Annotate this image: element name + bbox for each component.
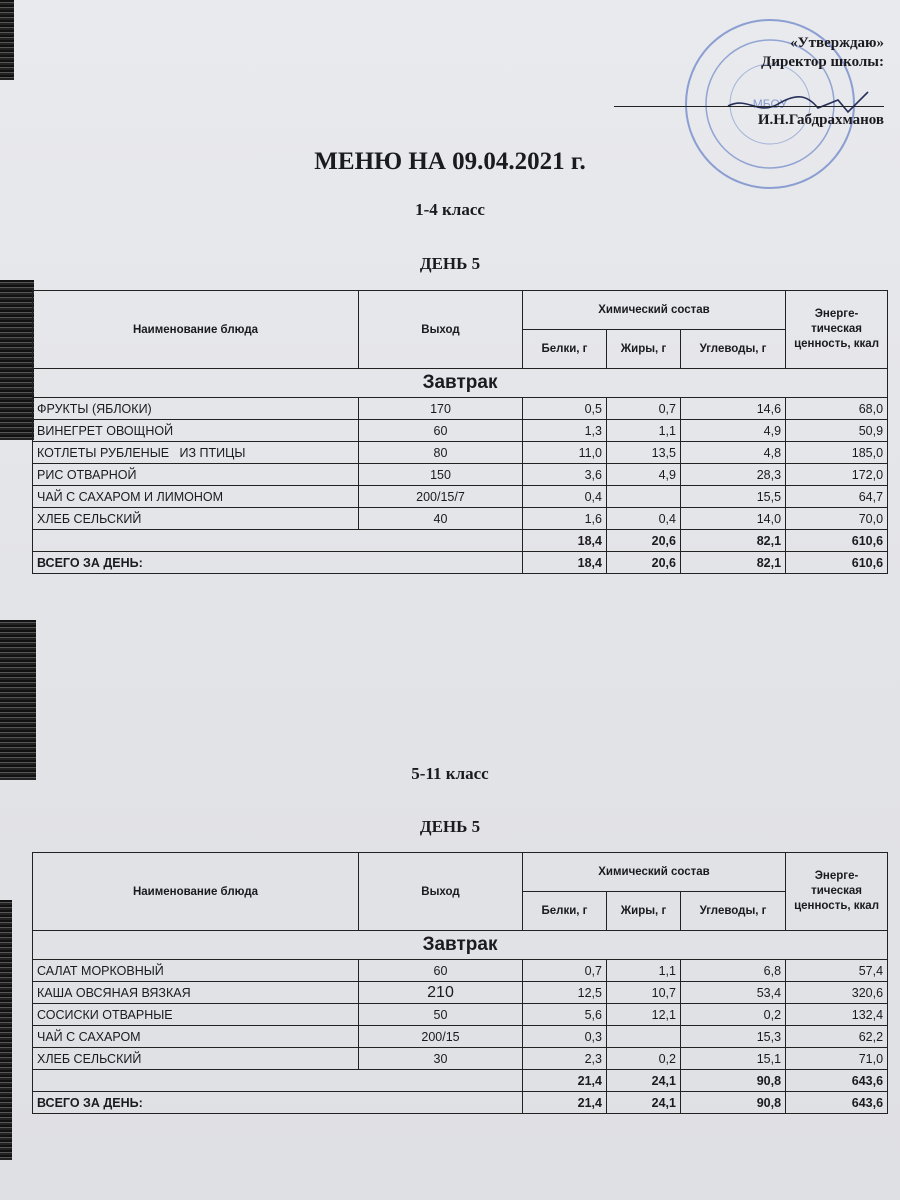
table-row [33, 442, 888, 464]
header-name: Наименование блюда [33, 853, 359, 931]
dish-fat: 12,1 [607, 1004, 681, 1026]
meal-label: Завтрак [33, 369, 888, 398]
dish-fat: 13,5 [607, 442, 681, 464]
dish-name: САЛАТ МОРКОВНЫЙ [33, 960, 359, 982]
dish-output: 200/15/7 [359, 486, 523, 508]
dish-protein: 0,7 [523, 960, 607, 982]
dish-fat [607, 1026, 681, 1048]
dish-output: 80 [359, 442, 523, 464]
dish-protein: 1,3 [523, 420, 607, 442]
dish-energy: 50,9 [786, 420, 888, 442]
table-row [33, 960, 888, 982]
subtotal-blank [33, 530, 523, 552]
header-name: Наименование блюда [33, 291, 359, 369]
subtotal-protein: 21,4 [523, 1070, 607, 1092]
dish-protein: 3,6 [523, 464, 607, 486]
scan-edge-artifact [0, 0, 14, 80]
dish-carbs: 15,1 [681, 1048, 786, 1070]
menu-table [32, 852, 888, 1114]
dish-name: КОТЛЕТЫ РУБЛЕНЫЕ ИЗ ПТИЦЫ [33, 442, 359, 464]
header-energy: Энерге-тическая ценность, ккал [786, 853, 888, 931]
table-row [33, 1048, 888, 1070]
dish-energy: 132,4 [786, 1004, 888, 1026]
dish-name: ЧАЙ С САХАРОМ И ЛИМОНОМ [33, 486, 359, 508]
dish-energy: 172,0 [786, 464, 888, 486]
dish-energy: 320,6 [786, 982, 888, 1004]
table-row [33, 398, 888, 420]
dish-energy: 185,0 [786, 442, 888, 464]
dish-carbs: 4,9 [681, 420, 786, 442]
subtotal-row [33, 530, 888, 552]
total-energy: 610,6 [786, 552, 888, 574]
table-row [33, 464, 888, 486]
subtotal-carbs: 90,8 [681, 1070, 786, 1092]
header-chem: Химический состав [523, 291, 786, 330]
dish-energy: 70,0 [786, 508, 888, 530]
dish-protein: 2,3 [523, 1048, 607, 1070]
dish-fat: 4,9 [607, 464, 681, 486]
total-row [33, 552, 888, 574]
dish-fat: 0,2 [607, 1048, 681, 1070]
header-protein: Белки, г [523, 892, 607, 931]
dish-fat: 10,7 [607, 982, 681, 1004]
table-row [33, 1026, 888, 1048]
total-carbs: 90,8 [681, 1092, 786, 1114]
subtotal-fat: 24,1 [607, 1070, 681, 1092]
subtotal-energy: 643,6 [786, 1070, 888, 1092]
total-protein: 18,4 [523, 552, 607, 574]
dish-fat: 1,1 [607, 420, 681, 442]
total-fat: 20,6 [607, 552, 681, 574]
dish-output: 200/15 [359, 1026, 523, 1048]
dish-output: 170 [359, 398, 523, 420]
total-fat: 24,1 [607, 1092, 681, 1114]
dish-output: 60 [359, 960, 523, 982]
dish-energy: 62,2 [786, 1026, 888, 1048]
dish-carbs: 53,4 [681, 982, 786, 1004]
header-output: Выход [359, 853, 523, 931]
dish-fat [607, 486, 681, 508]
dish-output: 210 [359, 982, 523, 1004]
day-label: ДЕНЬ 5 [419, 817, 481, 836]
total-protein: 21,4 [523, 1092, 607, 1114]
grade-label: 5-11 класс [411, 764, 489, 783]
dish-fat: 0,7 [607, 398, 681, 420]
director-name: И.Н.Габдрахманов [757, 112, 884, 128]
total-carbs: 82,1 [681, 552, 786, 574]
dish-output: 50 [359, 1004, 523, 1026]
scan-edge-artifact [0, 280, 34, 440]
scan-edge-artifact [0, 900, 12, 1160]
dish-carbs: 4,8 [681, 442, 786, 464]
subtotal-blank [33, 1070, 523, 1092]
dish-energy: 57,4 [786, 960, 888, 982]
header-carbs: Углеводы, г [681, 892, 786, 931]
subtotal-energy: 610,6 [786, 530, 888, 552]
header-protein: Белки, г [523, 330, 607, 369]
signature-line [614, 106, 884, 107]
meal-label: Завтрак [33, 931, 888, 960]
approval-position: Директор школы: [761, 54, 884, 70]
subtotal-fat: 20,6 [607, 530, 681, 552]
dish-carbs: 14,6 [681, 398, 786, 420]
dish-name: ХЛЕБ СЕЛЬСКИЙ [33, 1048, 359, 1070]
header-fat: Жиры, г [607, 330, 681, 369]
subtotal-protein: 18,4 [523, 530, 607, 552]
dish-name: ЧАЙ С САХАРОМ [33, 1026, 359, 1048]
dish-output: 60 [359, 420, 523, 442]
dish-output: 40 [359, 508, 523, 530]
dish-output: 30 [359, 1048, 523, 1070]
day-label: ДЕНЬ 5 [419, 254, 481, 273]
dish-protein: 0,4 [523, 486, 607, 508]
menu-table [32, 290, 888, 574]
dish-carbs: 15,5 [681, 486, 786, 508]
header-carbs: Углеводы, г [681, 330, 786, 369]
dish-fat: 1,1 [607, 960, 681, 982]
table-row [33, 420, 888, 442]
seal-text: МБОУ [752, 97, 788, 111]
dish-name: ВИНЕГРЕТ ОВОЩНОЙ [33, 420, 359, 442]
grade-label: 1-4 класс [415, 200, 485, 219]
dish-protein: 1,6 [523, 508, 607, 530]
dish-name: ФРУКТЫ (ЯБЛОКИ) [33, 398, 359, 420]
dish-carbs: 14,0 [681, 508, 786, 530]
header-fat: Жиры, г [607, 892, 681, 931]
dish-energy: 64,7 [786, 486, 888, 508]
table-row [33, 486, 888, 508]
table-row [33, 1004, 888, 1026]
dish-protein: 5,6 [523, 1004, 607, 1026]
table-row [33, 982, 888, 1004]
scan-edge-artifact [0, 620, 36, 780]
dish-carbs: 6,8 [681, 960, 786, 982]
dish-carbs: 0,2 [681, 1004, 786, 1026]
table-row [33, 508, 888, 530]
header-output: Выход [359, 291, 523, 369]
dish-name: РИС ОТВАРНОЙ [33, 464, 359, 486]
subtotal-carbs: 82,1 [681, 530, 786, 552]
dish-name: СОСИСКИ ОТВАРНЫЕ [33, 1004, 359, 1026]
header-chem: Химический состав [523, 853, 786, 892]
dish-protein: 0,5 [523, 398, 607, 420]
dish-output: 150 [359, 464, 523, 486]
menu-title: МЕНЮ НА 09.04.2021 г. [314, 148, 586, 175]
header-energy: Энерге-тическая ценность, ккал [786, 291, 888, 369]
subtotal-row [33, 1070, 888, 1092]
dish-protein: 0,3 [523, 1026, 607, 1048]
dish-carbs: 15,3 [681, 1026, 786, 1048]
dish-fat: 0,4 [607, 508, 681, 530]
dish-name: ХЛЕБ СЕЛЬСКИЙ [33, 508, 359, 530]
total-row [33, 1092, 888, 1114]
dish-name: КАША ОВСЯНАЯ ВЯЗКАЯ [33, 982, 359, 1004]
approval-block [634, 34, 884, 130]
total-label: ВСЕГО ЗА ДЕНЬ: [33, 1092, 523, 1114]
dish-energy: 68,0 [786, 398, 888, 420]
dish-protein: 12,5 [523, 982, 607, 1004]
dish-protein: 11,0 [523, 442, 607, 464]
dish-energy: 71,0 [786, 1048, 888, 1070]
dish-carbs: 28,3 [681, 464, 786, 486]
approval-heading: «Утверждаю» [790, 35, 884, 51]
total-label: ВСЕГО ЗА ДЕНЬ: [33, 552, 523, 574]
total-energy: 643,6 [786, 1092, 888, 1114]
